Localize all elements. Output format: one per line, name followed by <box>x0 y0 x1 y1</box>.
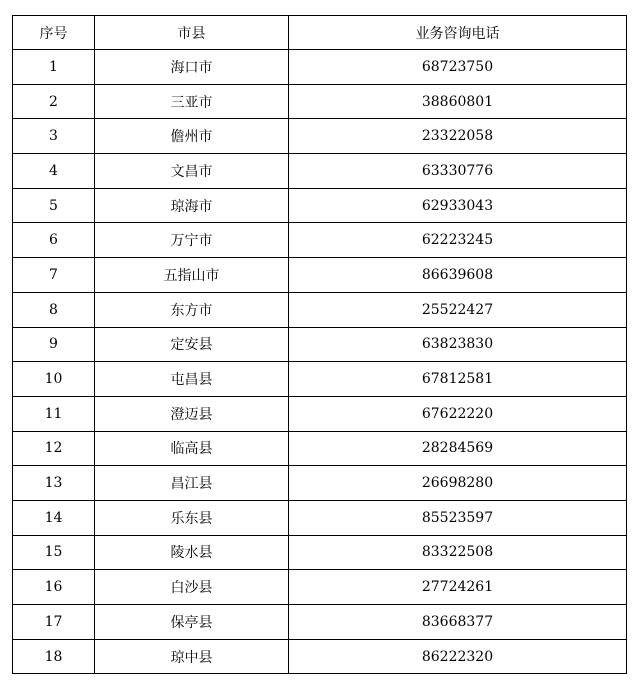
row-phone: 23322058 <box>289 119 627 154</box>
table-row <box>13 84 627 119</box>
row-city: 乐东县 <box>95 500 289 535</box>
table-row <box>13 431 627 466</box>
row-phone: 28284569 <box>289 431 627 466</box>
table-row <box>13 258 627 293</box>
row-index: 3 <box>13 119 95 154</box>
row-phone: 83668377 <box>289 605 627 640</box>
row-city: 琼中县 <box>95 639 289 674</box>
row-index: 1 <box>13 50 95 85</box>
row-phone: 68723750 <box>289 50 627 85</box>
row-city: 白沙县 <box>95 570 289 605</box>
table-row <box>13 327 627 362</box>
table-row <box>13 119 627 154</box>
row-phone: 63823830 <box>289 327 627 362</box>
row-index: 18 <box>13 639 95 674</box>
row-index: 8 <box>13 292 95 327</box>
row-phone: 62933043 <box>289 188 627 223</box>
row-index: 14 <box>13 500 95 535</box>
row-phone: 67812581 <box>289 362 627 397</box>
row-city: 五指山市 <box>95 258 289 293</box>
row-city: 保亭县 <box>95 605 289 640</box>
row-phone: 63330776 <box>289 154 627 189</box>
table-row <box>13 292 627 327</box>
row-index: 2 <box>13 84 95 119</box>
row-phone: 85523597 <box>289 500 627 535</box>
row-city: 万宁市 <box>95 223 289 258</box>
row-phone: 86639608 <box>289 258 627 293</box>
row-city: 临高县 <box>95 431 289 466</box>
row-index: 10 <box>13 362 95 397</box>
row-index: 6 <box>13 223 95 258</box>
table-row <box>13 570 627 605</box>
table-row <box>13 605 627 640</box>
row-phone: 83322508 <box>289 535 627 570</box>
table-row <box>13 396 627 431</box>
row-phone: 62223245 <box>289 223 627 258</box>
row-phone: 26698280 <box>289 466 627 501</box>
row-city: 澄迈县 <box>95 396 289 431</box>
row-index: 12 <box>13 431 95 466</box>
table-row <box>13 154 627 189</box>
row-phone: 27724261 <box>289 570 627 605</box>
row-phone: 86222320 <box>289 639 627 674</box>
row-phone: 25522427 <box>289 292 627 327</box>
row-phone: 38860801 <box>289 84 627 119</box>
table-header-row <box>13 16 627 50</box>
row-phone: 67622220 <box>289 396 627 431</box>
row-city: 屯昌县 <box>95 362 289 397</box>
table-row <box>13 466 627 501</box>
row-index: 5 <box>13 188 95 223</box>
row-city: 儋州市 <box>95 119 289 154</box>
table-row <box>13 639 627 674</box>
row-index: 13 <box>13 466 95 501</box>
row-city: 陵水县 <box>95 535 289 570</box>
row-city: 三亚市 <box>95 84 289 119</box>
table-row <box>13 535 627 570</box>
header-index: 序号 <box>13 16 95 50</box>
row-index: 17 <box>13 605 95 640</box>
row-index: 4 <box>13 154 95 189</box>
row-index: 15 <box>13 535 95 570</box>
row-city: 定安县 <box>95 327 289 362</box>
row-city: 东方市 <box>95 292 289 327</box>
table-row <box>13 500 627 535</box>
row-city: 昌江县 <box>95 466 289 501</box>
row-city: 文昌市 <box>95 154 289 189</box>
row-index: 9 <box>13 327 95 362</box>
header-city: 市县 <box>95 16 289 50</box>
table-row <box>13 362 627 397</box>
row-index: 11 <box>13 396 95 431</box>
row-index: 7 <box>13 258 95 293</box>
table-row <box>13 223 627 258</box>
row-index: 16 <box>13 570 95 605</box>
row-city: 琼海市 <box>95 188 289 223</box>
row-city: 海口市 <box>95 50 289 85</box>
header-phone: 业务咨询电话 <box>289 16 627 50</box>
table-row <box>13 50 627 85</box>
consultation-phone-table <box>12 15 627 674</box>
table-row <box>13 188 627 223</box>
